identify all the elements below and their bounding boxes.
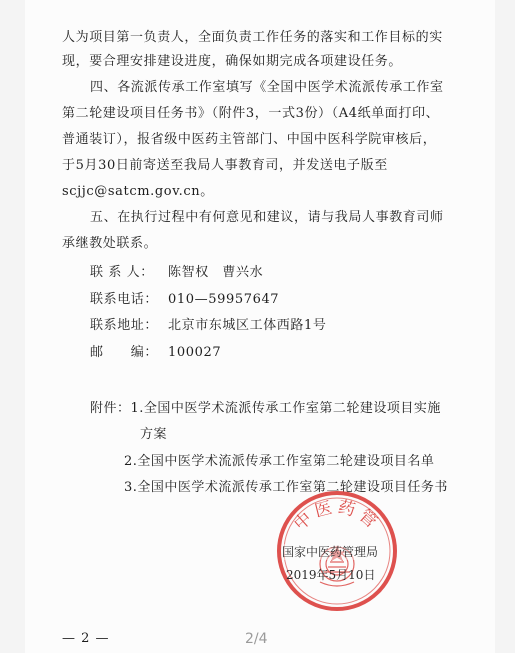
body-line: 现，要合理安排建设进度，确保如期完成各项建设任务。: [62, 54, 403, 69]
body-line: 承继教处联系。: [62, 236, 158, 251]
contact-address-label: 联系地址：: [90, 318, 159, 333]
contact-postcode: [90, 343, 221, 363]
contact-person-label: 联 系 人：: [90, 265, 154, 280]
page-number: — 2 —: [62, 631, 110, 646]
contact-person: [90, 263, 263, 283]
seal-arc-text: 中医药管: [290, 497, 384, 535]
body-line: 于5月30日前寄送至我局人事教育司，并发送电子版至: [62, 158, 388, 173]
contact-address-value: 北京市东城区工体西路1号: [168, 318, 327, 333]
body-line: 五、在执行过程中有何意见和建议，请与我局人事教育司师: [90, 210, 444, 225]
body-line: 人为项目第一负责人，全面负责工作任务的落实和工作目标的实: [62, 30, 443, 45]
contact-person-value: 陈智权 曹兴水: [168, 265, 264, 280]
body-line: 普通装订），报省级中医药主管部门、中国中医科学院审核后，: [62, 132, 437, 147]
contact-postcode-value: 100027: [168, 345, 222, 360]
attachment-1-title: 1.全国中医学术流派传承工作室第二轮建设项目实施: [130, 401, 441, 416]
contact-phone-value: 010—59957647: [168, 292, 280, 307]
body-line: 第二轮建设项目任务书》（附件3，一式3份）（A4纸单面打印、: [62, 106, 440, 121]
viewer-page-indicator: 2/4: [245, 631, 268, 647]
attachment-3: 3.全国中医学术流派传承工作室第二轮建设项目任务书: [124, 480, 448, 495]
body-line: 四、各流派传承工作室填写《全国中医学术流派传承工作室: [90, 80, 444, 95]
attachment-1-continued: 方案: [140, 427, 168, 442]
email-line: scjjc@satcm.gov.cn。: [62, 184, 214, 199]
contact-address: [90, 316, 326, 336]
seal-date: 2019年5月10日: [286, 568, 376, 582]
seal-organization: 国家中医药管理局: [282, 545, 379, 559]
attachment-2: 2.全国中医学术流派传承工作室第二轮建设项目名单: [124, 454, 435, 469]
attachment-1: [90, 399, 441, 419]
contact-phone: [90, 290, 279, 310]
contact-postcode-label: 邮 编：: [90, 345, 159, 360]
contact-phone-label: 联系电话：: [90, 292, 159, 307]
attachments-label: 附件：: [90, 401, 131, 416]
